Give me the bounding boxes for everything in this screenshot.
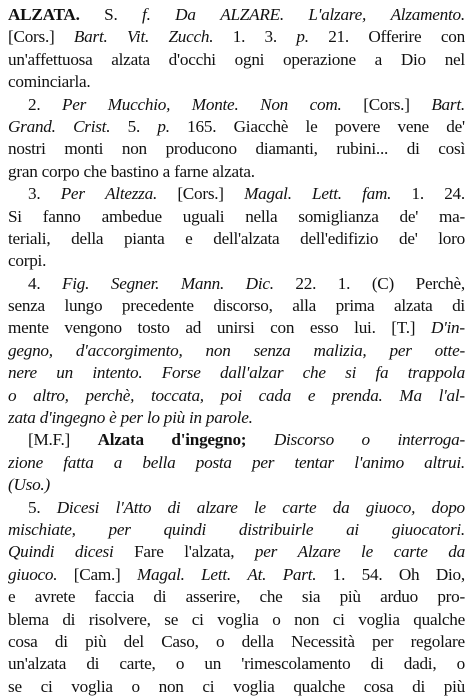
text-word: L'alzare, — [308, 5, 367, 24]
text-word: p. — [296, 27, 309, 47]
text-word: 21. — [328, 27, 349, 47]
text-word: giuoco, — [365, 497, 416, 517]
text-word: 3. — [264, 27, 277, 47]
text-word: ma- — [439, 206, 465, 226]
text-word: [Cam.] — [73, 564, 121, 584]
text-word: più — [443, 676, 465, 696]
text-word: avrete — [34, 587, 76, 607]
text-word: uguali — [182, 206, 225, 226]
text-word: l'al- — [438, 385, 465, 405]
text-word: povere — [334, 116, 381, 136]
text-word: o — [8, 385, 17, 405]
text-line — [8, 228, 465, 250]
text-word: voglia — [358, 609, 400, 629]
text-word: ogni — [234, 49, 265, 69]
text-word: di — [406, 139, 420, 159]
text-word: Grand. — [8, 116, 56, 136]
text-line — [8, 385, 465, 407]
text-word: ai — [346, 519, 359, 539]
text-word: voglia — [217, 609, 259, 629]
text-word: toccata, — [150, 385, 204, 405]
text-word: o — [361, 430, 370, 450]
text-word: cada — [258, 385, 292, 405]
text-word: Zucch. — [168, 27, 214, 47]
text-word: di — [167, 497, 181, 517]
text-line — [8, 71, 465, 93]
text-word: quindi — [163, 519, 206, 539]
text-word: voglia — [233, 676, 275, 696]
text-word: dell'edifizio — [300, 228, 379, 248]
text-word: alzata — [393, 296, 433, 316]
text-word: per — [108, 519, 131, 539]
text-word: ci — [40, 676, 53, 696]
text-word: se — [164, 609, 179, 629]
text-word: Magal. — [136, 564, 185, 584]
text-word: vene — [397, 116, 429, 136]
text-word: prenda. — [332, 385, 383, 405]
text-line — [8, 26, 465, 48]
text-word: o — [272, 609, 281, 629]
text-word: l'Atto — [115, 497, 152, 517]
text-word: senza — [253, 340, 291, 360]
text-word: dopo — [431, 497, 465, 517]
text-word: poi — [220, 385, 242, 405]
text-word: da — [448, 542, 465, 562]
text-word: prima — [335, 296, 375, 316]
text-word: della — [71, 228, 104, 248]
text-word: di — [452, 296, 465, 316]
text-word: asserire, — [185, 587, 241, 607]
text-word: esso — [309, 318, 339, 338]
text-word: loro — [438, 228, 465, 248]
text-line — [8, 586, 465, 608]
text-line — [8, 497, 465, 519]
text-word: giuoco. — [8, 564, 58, 584]
text-line — [8, 407, 465, 429]
text-word: e — [185, 228, 193, 248]
text-word: Quindi — [8, 542, 55, 562]
text-word: o — [131, 676, 140, 696]
text-line — [8, 340, 465, 362]
text-word: 1. — [337, 273, 351, 293]
text-word: d'ingegno — [39, 408, 106, 428]
text-word: Mucchio, — [107, 94, 171, 114]
text-word: farne — [174, 161, 209, 181]
text-line — [8, 676, 465, 698]
text-word: è — [109, 408, 117, 428]
text-word: (Uso.) — [8, 475, 50, 495]
text-line — [8, 452, 465, 474]
text-word: qualche — [293, 676, 346, 696]
text-word: ALZARE. — [220, 5, 284, 24]
text-word: nostri — [8, 139, 46, 159]
text-word: Alzare — [297, 542, 341, 562]
text-word: da — [332, 497, 350, 517]
text-word: arduo — [380, 587, 418, 607]
text-word: f. — [142, 5, 151, 24]
text-word: Altezza. — [105, 184, 158, 204]
text-word: cosa — [8, 631, 38, 651]
text-word: in — [189, 408, 202, 428]
text-word: un — [56, 363, 73, 383]
text-word: fatta — [63, 452, 94, 472]
text-word: parole. — [205, 408, 253, 428]
text-word: corpi. — [8, 251, 47, 271]
text-word: per — [252, 452, 275, 472]
text-line — [8, 609, 465, 631]
text-word: Lett. — [201, 564, 231, 584]
text-word: 1. — [411, 184, 424, 204]
text-word: zione — [8, 452, 44, 472]
text-word: ci — [332, 609, 345, 629]
text-word: a — [374, 49, 383, 69]
text-word: Per — [62, 94, 87, 114]
text-word: a — [162, 161, 171, 181]
text-word: ALZATA. — [8, 5, 80, 24]
text-word: Alzamento. — [390, 5, 465, 24]
text-line — [8, 94, 465, 116]
text-line — [8, 4, 465, 26]
text-line — [8, 564, 465, 586]
text-word: cominciarla. — [8, 72, 91, 92]
text-word: ci — [202, 676, 215, 696]
text-word: un'affettuosa — [8, 49, 93, 69]
text-word: Per — [60, 184, 85, 204]
text-word: di — [370, 654, 384, 674]
text-word: Necessità — [291, 631, 355, 651]
text-word: 54. — [361, 564, 383, 584]
text-word: del — [123, 631, 144, 651]
text-word: un — [204, 654, 222, 674]
text-word: otte- — [434, 340, 465, 360]
text-line — [8, 295, 465, 317]
text-word: della — [241, 631, 274, 651]
text-word: lui. — [354, 318, 376, 338]
text-word: fanno — [42, 206, 81, 226]
text-word: dall'alzar — [220, 363, 284, 383]
text-word: le — [305, 116, 318, 136]
text-word: Monte. — [191, 94, 239, 114]
text-word: producono — [165, 139, 237, 159]
text-word: per — [254, 542, 278, 562]
text-word: Perchè, — [415, 273, 465, 293]
text-word: 2. — [28, 94, 41, 114]
text-word: 4. — [28, 273, 41, 293]
text-word: corpo — [41, 161, 80, 181]
text-word: monti — [64, 139, 104, 159]
text-word: perchè, — [85, 385, 135, 405]
text-word: mente — [8, 318, 49, 338]
text-word: 'rimescolamento — [241, 654, 351, 674]
text-line — [8, 362, 465, 384]
text-word: l'animo — [354, 452, 404, 472]
text-line — [8, 206, 465, 228]
text-word: D'in- — [430, 318, 465, 338]
text-word: Giacchè — [233, 116, 289, 136]
text-word: Part. — [282, 564, 317, 584]
text-word: non — [294, 609, 320, 629]
text-word: carte — [393, 542, 428, 562]
text-word: Da — [175, 5, 196, 24]
text-line — [8, 474, 465, 496]
text-word: 1. — [332, 564, 346, 584]
text-word: sia — [301, 587, 321, 607]
text-word: S. — [104, 5, 118, 24]
text-word: Non — [260, 94, 289, 114]
text-word: Ma — [399, 385, 422, 405]
text-word: Si — [8, 206, 22, 226]
text-word: Caso, — [161, 631, 199, 651]
text-word: de' — [446, 116, 465, 136]
text-word: de' — [399, 206, 419, 226]
text-word: pro- — [437, 587, 465, 607]
text-line — [8, 161, 465, 183]
text-word: Alzata — [97, 430, 144, 450]
text-word: Dicesi — [56, 497, 100, 517]
text-word: zata — [8, 408, 36, 428]
text-word: discorso, — [213, 296, 273, 316]
text-word: o — [175, 654, 185, 674]
text-word: non — [158, 676, 184, 696]
text-word: Discorso — [273, 430, 334, 450]
text-word: carte — [282, 497, 317, 517]
text-word: per — [372, 631, 394, 651]
text-word: Dio, — [435, 564, 465, 584]
text-word: p. — [157, 116, 170, 136]
text-word: dadi, — [403, 654, 437, 674]
text-word: rubini... — [336, 139, 389, 159]
text-word: pianta — [123, 228, 165, 248]
text-word: così — [438, 139, 465, 159]
text-line — [8, 317, 465, 339]
text-word: Forse — [161, 363, 201, 383]
text-word: d'occhi — [168, 49, 216, 69]
text-word: 1. — [232, 27, 246, 47]
text-word: di — [62, 609, 76, 629]
text-word: lungo — [64, 296, 103, 316]
text-word: di — [86, 654, 100, 674]
text-word: di — [153, 587, 167, 607]
text-line — [8, 116, 465, 138]
text-word: bella — [142, 452, 176, 472]
text-word: fa — [375, 363, 389, 383]
text-word: [T.] — [391, 318, 416, 338]
text-word: 24. — [444, 184, 465, 204]
text-word: Mann. — [180, 273, 225, 293]
text-word: intento. — [92, 363, 143, 383]
text-word: più — [85, 631, 107, 651]
text-word: tentar — [294, 452, 334, 472]
text-word: di — [54, 631, 68, 651]
text-word: de' — [398, 228, 418, 248]
text-word: gran — [8, 161, 38, 181]
text-word: com. — [309, 94, 342, 114]
text-word: giuocatori. — [391, 519, 465, 539]
text-word: un'alzata — [8, 654, 67, 674]
text-word: precedente — [121, 296, 194, 316]
text-word: e — [307, 385, 316, 405]
text-word: nella — [245, 206, 278, 226]
text-word: somiglianza — [298, 206, 379, 226]
text-word: dicesi — [74, 542, 114, 562]
text-word: dell'alzata — [213, 228, 280, 248]
text-word: [M.F.] — [28, 430, 71, 450]
text-word: [Cors.] — [363, 94, 410, 114]
text-line — [8, 541, 465, 563]
text-word: alzare — [196, 497, 238, 517]
text-word: gegno, — [8, 340, 53, 360]
text-word: l'alzata, — [184, 542, 235, 562]
text-word: per — [120, 408, 143, 428]
text-line — [8, 631, 465, 653]
text-word: diamanti, — [255, 139, 318, 159]
text-word: vengono — [64, 318, 122, 338]
text-word: Offerire — [368, 27, 422, 47]
text-word: [Cors.] — [8, 27, 55, 47]
text-word: qualche — [413, 609, 465, 629]
text-word: voglia — [71, 676, 113, 696]
text-word: o — [215, 631, 225, 651]
text-word: le — [361, 542, 373, 562]
text-word: che — [302, 363, 326, 383]
text-line — [8, 653, 465, 675]
text-word: altrui. — [424, 452, 465, 472]
text-word: Dic. — [245, 273, 274, 293]
text-line — [8, 250, 465, 272]
text-line — [8, 183, 465, 205]
text-word: a — [113, 452, 123, 472]
text-line — [8, 519, 465, 541]
text-word: interroga- — [397, 430, 465, 450]
text-word: Bart. — [431, 94, 465, 114]
text-word: 5. — [127, 116, 141, 136]
text-word: senza — [8, 296, 45, 316]
text-word: Lett. — [312, 184, 342, 204]
text-word: regolare — [410, 631, 465, 651]
text-word: At. — [247, 564, 267, 584]
text-word: o — [456, 654, 465, 674]
text-word: Segner. — [110, 273, 160, 293]
text-word: più — [339, 587, 361, 607]
text-word: distribuirle — [238, 519, 314, 539]
text-word: trappola — [407, 363, 465, 383]
text-word: alla — [292, 296, 317, 316]
text-word: non — [205, 340, 231, 360]
text-line — [8, 429, 465, 451]
text-word: (C) — [371, 273, 394, 293]
text-word: Oh — [398, 564, 420, 584]
text-word: carte, — [119, 654, 156, 674]
text-word: Fare — [134, 542, 164, 562]
text-word: posta — [195, 452, 232, 472]
text-line — [8, 273, 465, 295]
text-word: con — [270, 318, 295, 338]
text-word: Vit. — [126, 27, 150, 47]
text-word: blema — [8, 609, 49, 629]
text-word: di — [412, 676, 425, 696]
text-word: teriali, — [8, 228, 51, 248]
text-word: Fig. — [62, 273, 90, 293]
text-word: non — [121, 139, 147, 159]
text-word: alzata — [111, 49, 150, 69]
text-word: le — [254, 497, 266, 517]
text-word: altro, — [33, 385, 69, 405]
text-word: d'ingegno; — [171, 430, 247, 450]
text-word: malizia, — [313, 340, 367, 360]
text-word: Dio — [400, 49, 426, 69]
text-word: faccia — [94, 587, 135, 607]
text-word: Crist. — [73, 116, 111, 136]
text-line — [8, 49, 465, 71]
text-word: con — [440, 27, 465, 47]
text-word: 165. — [187, 116, 217, 136]
text-word: se — [8, 676, 22, 696]
text-word: 22. — [295, 273, 317, 293]
text-word: d'accorgimento, — [75, 340, 183, 360]
text-word: Magal. — [244, 184, 292, 204]
text-word: [Cors.] — [177, 184, 224, 204]
text-word: che — [83, 161, 107, 181]
text-word: per — [389, 340, 412, 360]
text-word: mischiate, — [8, 519, 76, 539]
text-word: cosa — [363, 676, 394, 696]
text-word: 5. — [28, 497, 41, 517]
text-word: bastino — [110, 161, 159, 181]
text-word: risolvere, — [88, 609, 151, 629]
text-word: unirsi — [216, 318, 255, 338]
text-word: nel — [444, 49, 465, 69]
text-word: fam. — [362, 184, 392, 204]
text-word: si — [345, 363, 357, 383]
text-word: Bart. — [73, 27, 108, 47]
text-word: ad — [185, 318, 202, 338]
text-word: e — [8, 587, 16, 607]
text-word: ci — [191, 609, 204, 629]
text-word: ambedue — [101, 206, 162, 226]
text-word: operazione — [282, 49, 356, 69]
text-word: 3. — [28, 184, 41, 204]
text-word: tosto — [137, 318, 170, 338]
text-word: lo — [146, 408, 160, 428]
text-word: alzata. — [212, 161, 255, 181]
text-word: che — [259, 587, 283, 607]
text-word: più — [163, 408, 185, 428]
text-line — [8, 138, 465, 160]
text-word: nere — [8, 363, 37, 383]
